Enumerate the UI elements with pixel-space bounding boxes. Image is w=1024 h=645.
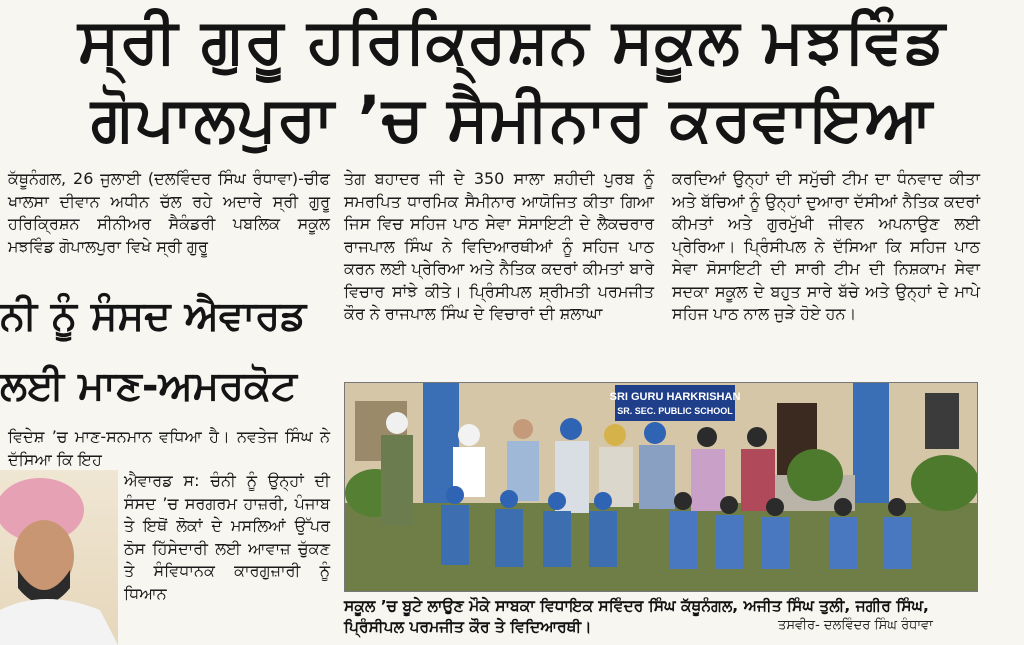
portrait-photo [0, 470, 118, 645]
article-text-2: ਤੇਗ ਬਹਾਦਰ ਜੀ ਦੇ 350 ਸਾਲਾ ਸ਼ਹੀਦੀ ਪੁਰਬ ਨੂੰ ਸਮਰਪਿਤ ਧਾਰਮਿਕ ਸੈਮੀਨਾਰ ਆਯੋਜਿਤ ਕੀਤਾ ਗਿਆ ਜਿਸ ਵਿਚ ਸਹਿਜ ਪਾਠ ਸੇਵਾ ਸੋਸਾਇਟੀ ਦੇ ਲੈਕਚਰਾਰ ਰਾਜਪਾਲ ਸਿੰਘ ਨੇ ਵਿਦਿਆਰਥੀਆਂ ਨੂੰ ਸਹਿਜ ਪਾਠ ਕਰਨ ਲਈ ਪ੍ਰੇਰਿਆ ਅਤੇ ਨੈਤਿਕ ਕਦਰਾਂ ਕੀਮਤਾਂ ਬਾਰੇ ਵਿਚਾਰ ਸਾਂਝੇ ਕੀਤੇ। ਪ੍ਰਿੰਸੀਪਲ ਸ਼੍ਰੀਮਤੀ ਪਰਮਜੀਤ ਕੌਰ ਨੇ ਰਾਜਪਾਲ ਸਿੰਘ ਦੇ ਵਿਚਾਰਾਂ ਦੀ ਸ਼ਲਾਘਾ [344, 169, 654, 323]
school-banner-line-2: SR. SEC. PUBLIC SCHOOL [617, 406, 733, 416]
second-headline-line-1: ਨੀ ਨੂੰ ਸੰਸਦ ਐਵਾਰਡ [0, 293, 307, 339]
second-story-text-top-para: ਵਿਦੇਸ਼ ’ਚ ਮਾਣ-ਸਨਮਾਨ ਵਧਿਆ ਹੈ। ਨਵਤੇਜ ਸਿੰਘ ਨੇ ਦੱਸਿਆ ਕਿ ਇਹ [8, 427, 330, 469]
article-column-1 [8, 168, 330, 258]
article-text-1: ਕੱਥੂਨੰਗਲ, 26 ਜੁਲਾਈ (ਦਲਵਿੰਦਰ ਸਿੰਘ ਰੰਧਾਵਾ)-ਚੀਫ ਖਾਲਸਾ ਦੀਵਾਨ ਅਧੀਨ ਚੱਲ ਰਹੇ ਅਦਾਰੇ ਸ੍ਰੀ ਗੁਰੂ ਹਰਿਕ੍ਰਿਸ਼ਨ ਸੀਨੀਅਰ ਸੈਕੰਡਰੀ ਪਬਲਿਕ ਸਕੂਲ ਮਝਵਿੰਡ ਗੋਪਾਲਪੁਰਾ ਵਿਖੇ ਸ੍ਰੀ ਗੁਰੂ [8, 169, 330, 256]
headline-line-1: ਸ੍ਰੀ ਗੁਰੂ ਹਰਿਕ੍ਰਿਸ਼ਨ ਸਕੂਲ ਮਝਵਿੰਡ [78, 4, 946, 77]
photo-credit: ਤਸਵੀਰ- ਦਲਵਿੰਦਰ ਸਿੰਘ ਰੰਧਾਵਾ [778, 618, 933, 633]
article-column-2 [344, 168, 654, 326]
students-row [441, 486, 911, 569]
second-story-text-side [124, 470, 330, 605]
second-story-text-side-para: ਐਵਾਰਡ ਸ: ਚੰਨੀ ਨੂੰ ਉਨ੍ਹਾਂ ਦੀ ਸੰਸਦ ’ਚ ਸਰਗਰਮ ਹਾਜ਼ਰੀ, ਪੰਜਾਬ ਤੇ ਇਥੋਂ ਲੋਕਾਂ ਦੇ ਮਸਲਿਆਂ ਉੱਪਰ ਠੋਸ ਹਿੱਸੇਦਾਰੀ ਲਈ ਆਵਾਜ਼ ਚੁੱਕਣ ਤੇ ਸੰਵਿਧਾਨਕ ਕਾਰਗੁਜ਼ਾਰੀ ਨੂੰ ਧਿਆਨ [124, 471, 330, 603]
second-headline-line-2: ਲਈ ਮਾਣ-ਅਮਰਕੋਟ [0, 363, 297, 409]
group-photo [344, 382, 978, 592]
second-story-text-top [8, 426, 330, 471]
school-banner-line-1: SRI GURU HARKRISHAN [609, 391, 741, 403]
headline-line-2: ਗੋਪਾਲਪੁਰਾ ’ਚ ਸੈਮੀਨਾਰ ਕਰਵਾਇਆ [90, 82, 934, 155]
article-column-3 [672, 168, 980, 326]
article-text-3: ਕਰਦਿਆਂ ਉਨ੍ਹਾਂ ਦੀ ਸਮੁੱਚੀ ਟੀਮ ਦਾ ਧੰਨਵਾਦ ਕੀਤਾ ਅਤੇ ਬੱਚਿਆਂ ਨੂੰ ਉਨ੍ਹਾਂ ਦੁਆਰਾ ਦੱਸੀਆਂ ਨੈਤਿਕ ਕਦਰਾਂ ਕੀਮਤਾਂ ਅਤੇ ਗੁਰਮੁੱਖੀ ਜੀਵਨ ਅਪਨਾਉਣ ਲਈ ਪ੍ਰੇਰਿਆ। ਪ੍ਰਿੰਸੀਪਲ ਨੇ ਦੱਸਿਆ ਕਿ ਸਹਿਜ ਪਾਠ ਸੇਵਾ ਸੋਸਾਇਟੀ ਦੀ ਸਾਰੀ ਟੀਮ ਦੀ ਨਿਸ਼ਕਾਮ ਸੇਵਾ ਸਦਕਾ ਸਕੂਲ ਦੇ ਬਹੁਤ ਸਾਰੇ ਬੱਚੇ ਅਤੇ ਉਨ੍ਹਾਂ ਦੇ ਮਾਪੇ ਸਹਿਜ ਪਾਠ ਨਾਲ ਜੁੜੇ ਹੋਏ ਹਨ। [672, 169, 980, 323]
photo-caption: ਸਕੂਲ ’ਚ ਬੂਟੇ ਲਾਉਣ ਮੌਕੇ ਸਾਬਕਾ ਵਿਧਾਇਕ ਸਵਿੰਦਰ ਸਿੰਘ ਕੱਥੂਨੰਗਲ, ਅਜੀਤ ਸਿੰਘ ਤੁਲੀ, ਜਗੀਰ ਸਿੰਘ, ਪ੍ਰਿੰਸੀਪਲ ਪਰਮਜੀਤ ਕੌਰ ਤੇ ਵਿਦਿਆਰਥੀ। [344, 597, 929, 636]
